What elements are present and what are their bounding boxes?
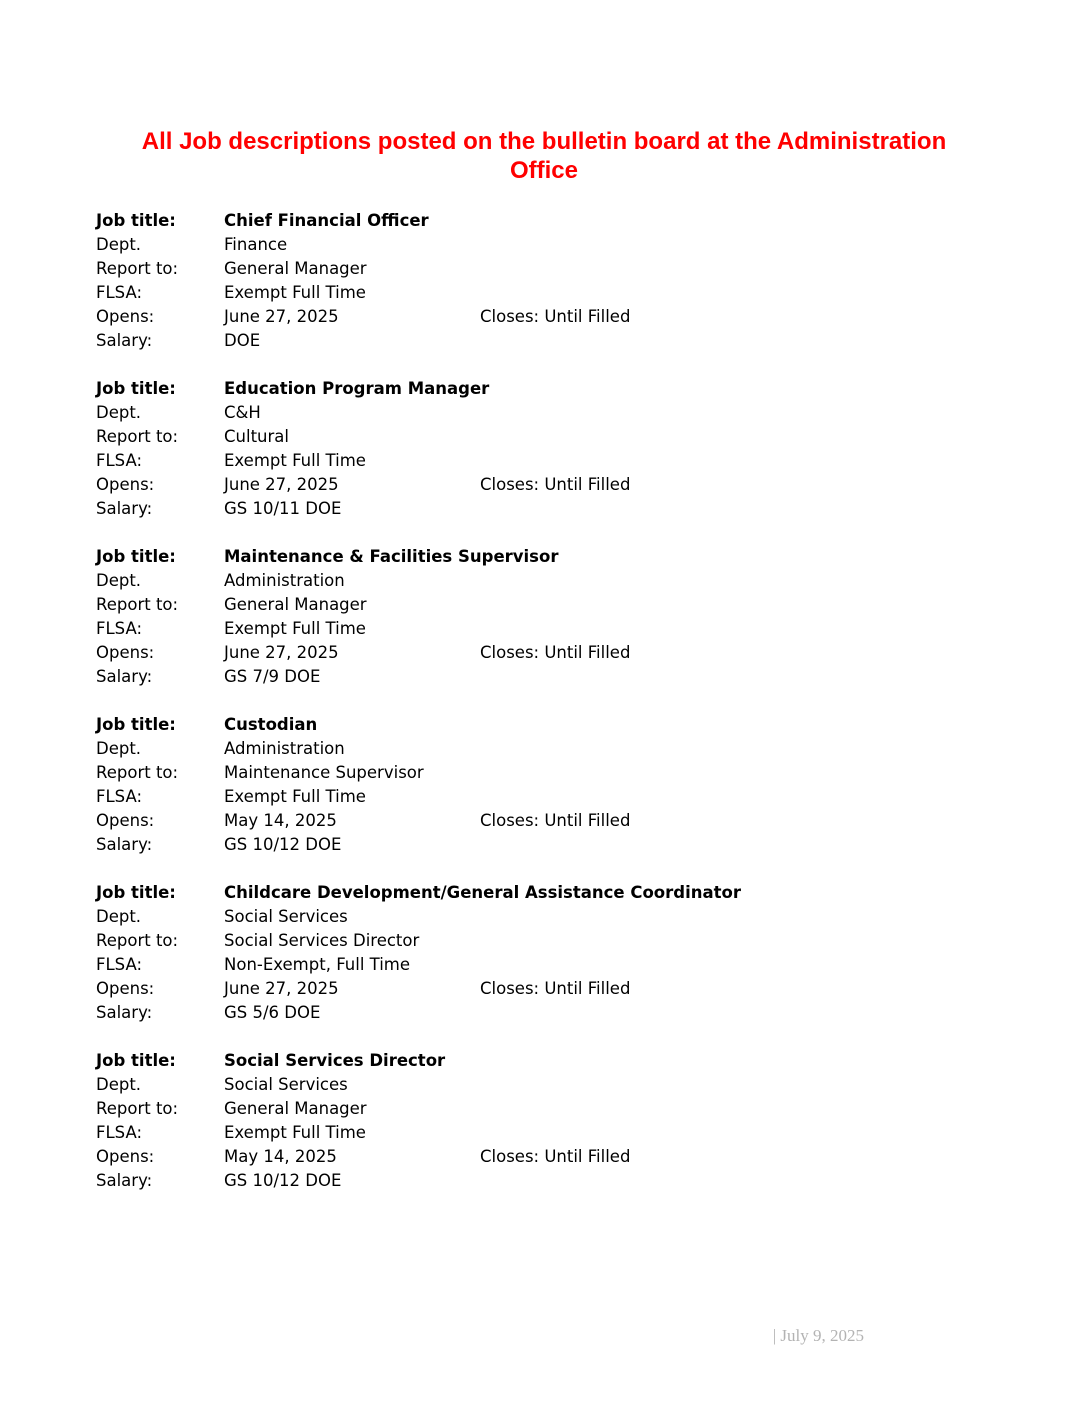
closes-value: Closes: Until Filled (480, 811, 631, 830)
job-title-row (96, 545, 976, 569)
dept-value: Social Services (224, 907, 348, 926)
opens-row (96, 473, 976, 497)
job-title-value: Custodian (224, 715, 318, 734)
report-to-row (96, 1097, 976, 1121)
flsa-row (96, 785, 976, 809)
report-to-value: General Manager (224, 1099, 367, 1118)
dept-row (96, 737, 976, 761)
flsa-value: Exempt Full Time (224, 1123, 366, 1142)
report-to-value: Cultural (224, 427, 289, 446)
report-to-row (96, 593, 976, 617)
opens-label: Opens: (96, 979, 155, 998)
salary-value: DOE (224, 331, 261, 350)
flsa-row (96, 1121, 976, 1145)
job-entry (96, 881, 976, 1025)
job-title-row (96, 1049, 976, 1073)
opens-row (96, 809, 976, 833)
job-title-value: Chief Financial Officer (224, 211, 429, 230)
flsa-value: Exempt Full Time (224, 283, 366, 302)
job-title-row (96, 209, 976, 233)
dept-value: Social Services (224, 1075, 348, 1094)
job-title-label: Job title: (96, 379, 176, 398)
report-to-row (96, 761, 976, 785)
dept-value: C&H (224, 403, 261, 422)
dept-row (96, 401, 976, 425)
dept-value: Administration (224, 571, 345, 590)
job-entry (96, 209, 976, 353)
job-title-label: Job title: (96, 211, 176, 230)
salary-value: GS 7/9 DOE (224, 667, 321, 686)
salary-value: GS 10/12 DOE (224, 835, 342, 854)
dept-value: Administration (224, 739, 345, 758)
opens-label: Opens: (96, 811, 155, 830)
flsa-row (96, 953, 976, 977)
report-to-value: Maintenance Supervisor (224, 763, 424, 782)
opens-value: May 14, 2025 (224, 811, 337, 830)
opens-value: June 27, 2025 (224, 979, 339, 998)
salary-row (96, 497, 976, 521)
job-entry (96, 713, 976, 857)
salary-label: Salary: (96, 835, 153, 854)
report-to-label: Report to: (96, 259, 179, 278)
dept-row (96, 569, 976, 593)
opens-row (96, 977, 976, 1001)
closes-value: Closes: Until Filled (480, 307, 631, 326)
closes-value: Closes: Until Filled (480, 643, 631, 662)
salary-row (96, 833, 976, 857)
dept-label: Dept. (96, 739, 142, 758)
salary-row (96, 665, 976, 689)
closes-value: Closes: Until Filled (480, 475, 631, 494)
salary-value: GS 5/6 DOE (224, 1003, 321, 1022)
dept-label: Dept. (96, 403, 142, 422)
job-title-row (96, 377, 976, 401)
salary-label: Salary: (96, 667, 153, 686)
dept-label: Dept. (96, 571, 142, 590)
salary-row (96, 329, 976, 353)
report-to-row (96, 257, 976, 281)
opens-row (96, 641, 976, 665)
salary-label: Salary: (96, 331, 153, 350)
dept-label: Dept. (96, 1075, 142, 1094)
report-to-label: Report to: (96, 1099, 179, 1118)
opens-value: May 14, 2025 (224, 1147, 337, 1166)
job-title-value: Social Services Director (224, 1051, 446, 1070)
flsa-value: Non-Exempt, Full Time (224, 955, 411, 974)
report-to-value: General Manager (224, 259, 367, 278)
job-title-label: Job title: (96, 547, 176, 566)
flsa-value: Exempt Full Time (224, 619, 366, 638)
salary-label: Salary: (96, 499, 153, 518)
report-to-value: General Manager (224, 595, 367, 614)
job-title-value: Childcare Development/General Assistance Coordinator (224, 883, 741, 902)
dept-row (96, 905, 976, 929)
job-list (96, 209, 976, 1217)
job-title-label: Job title: (96, 883, 176, 902)
salary-label: Salary: (96, 1003, 153, 1022)
flsa-label: FLSA: (96, 955, 143, 974)
job-title-row (96, 881, 976, 905)
flsa-label: FLSA: (96, 1123, 143, 1142)
flsa-label: FLSA: (96, 283, 143, 302)
report-to-row (96, 425, 976, 449)
opens-value: June 27, 2025 (224, 307, 339, 326)
flsa-label: FLSA: (96, 451, 143, 470)
dept-row (96, 233, 976, 257)
page-title: All Job descriptions posted on the bulletin board at the Administration Office (141, 128, 947, 184)
salary-row (96, 1001, 976, 1025)
dept-label: Dept. (96, 235, 142, 254)
dept-label: Dept. (96, 907, 142, 926)
opens-label: Opens: (96, 475, 155, 494)
flsa-row (96, 281, 976, 305)
opens-row (96, 1145, 976, 1169)
footer-date: | July 9, 2025 (772, 1326, 864, 1345)
dept-row (96, 1073, 976, 1097)
report-to-label: Report to: (96, 763, 179, 782)
job-title-row (96, 713, 976, 737)
job-entry (96, 1049, 976, 1193)
flsa-row (96, 617, 976, 641)
report-to-value: Social Services Director (224, 931, 420, 950)
flsa-label: FLSA: (96, 787, 143, 806)
job-title-value: Education Program Manager (224, 379, 490, 398)
job-title-label: Job title: (96, 1051, 176, 1070)
report-to-label: Report to: (96, 931, 179, 950)
report-to-row (96, 929, 976, 953)
opens-label: Opens: (96, 307, 155, 326)
salary-value: GS 10/11 DOE (224, 499, 342, 518)
salary-label: Salary: (96, 1171, 153, 1190)
salary-value: GS 10/12 DOE (224, 1171, 342, 1190)
opens-row (96, 305, 976, 329)
flsa-value: Exempt Full Time (224, 787, 366, 806)
opens-value: June 27, 2025 (224, 643, 339, 662)
opens-label: Opens: (96, 643, 155, 662)
opens-value: June 27, 2025 (224, 475, 339, 494)
report-to-label: Report to: (96, 427, 179, 446)
flsa-row (96, 449, 976, 473)
closes-value: Closes: Until Filled (480, 1147, 631, 1166)
report-to-label: Report to: (96, 595, 179, 614)
job-entry (96, 545, 976, 689)
closes-value: Closes: Until Filled (480, 979, 631, 998)
flsa-label: FLSA: (96, 619, 143, 638)
dept-value: Finance (224, 235, 288, 254)
flsa-value: Exempt Full Time (224, 451, 366, 470)
job-title-label: Job title: (96, 715, 176, 734)
opens-label: Opens: (96, 1147, 155, 1166)
job-title-value: Maintenance & Facilities Supervisor (224, 547, 559, 566)
job-entry (96, 377, 976, 521)
salary-row (96, 1169, 976, 1193)
